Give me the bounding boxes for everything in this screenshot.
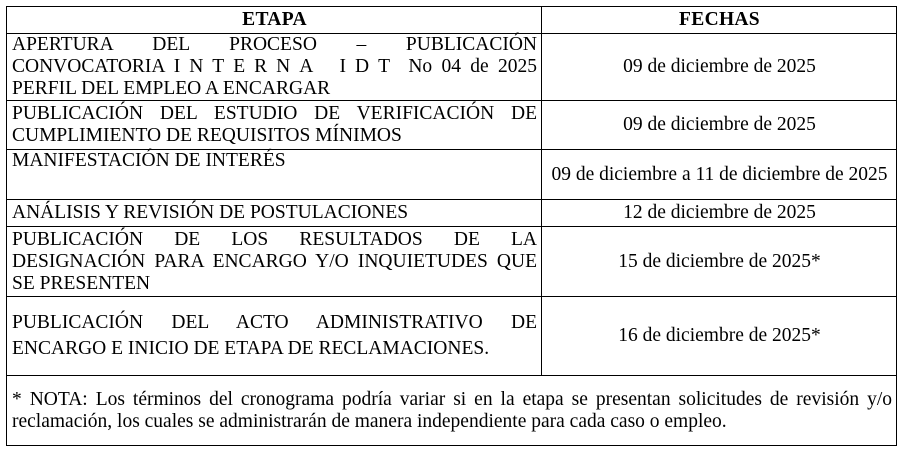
stage-cell: [7, 34, 542, 101]
table-row: [7, 150, 897, 200]
table-row: [7, 101, 897, 150]
stage-cell: PUBLICACIÓN DEL ACTO ADMINISTRATIVO DE ENCARGO E INICIO DE ETAPA DE RECLAMACIONES.: [7, 297, 542, 376]
table-row: [7, 200, 897, 227]
schedule-table: [6, 6, 897, 446]
stage-text-part: INTERNA IDT: [173, 56, 400, 77]
stage-cell: ANÁLISIS Y REVISIÓN DE POSTULACIONES: [7, 200, 542, 227]
date-cell: 09 de diciembre de 2025: [542, 34, 897, 101]
note-row: [7, 376, 897, 446]
note-text: * NOTA: Los términos del cronograma podría variar si en la etapa se presentan solicitudes de revisión y/o reclamación, los cuales se administrarán de manera independiente para cada caso o empleo.: [7, 376, 897, 446]
stage-cell: PUBLICACIÓN DEL ESTUDIO DE VERIFICACIÓN DE CUMPLIMIENTO DE REQUISITOS MÍNIMOS: [7, 101, 542, 150]
header-fechas: FECHAS: [542, 7, 897, 34]
table-header-row: [7, 7, 897, 34]
date-cell: 16 de diciembre de 2025*: [542, 297, 897, 376]
stage-cell: MANIFESTACIÓN DE INTERÉS: [7, 150, 542, 200]
date-cell: 09 de diciembre de 2025: [542, 101, 897, 150]
stage-text-part: No 04 de 2025 PERFIL DEL EMPLEO A ENCARGAR: [12, 56, 537, 99]
stage-text-part: APERTURA DEL PROCESO – PUBLICACIÓN CONVOCATORIA: [12, 34, 537, 77]
stage-cell: PUBLICACIÓN DE LOS RESULTADOS DE LA DESIGNACIÓN PARA ENCARGO Y/O INQUIETUDES QUE SE PRESENTEN: [7, 227, 542, 297]
table-row: [7, 34, 897, 101]
date-cell: 12 de diciembre de 2025: [542, 200, 897, 227]
header-etapa: ETAPA: [7, 7, 542, 34]
date-cell: 09 de diciembre a 11 de diciembre de 2025: [542, 150, 897, 200]
table-row: [7, 227, 897, 297]
table-row: [7, 297, 897, 376]
date-cell: 15 de diciembre de 2025*: [542, 227, 897, 297]
